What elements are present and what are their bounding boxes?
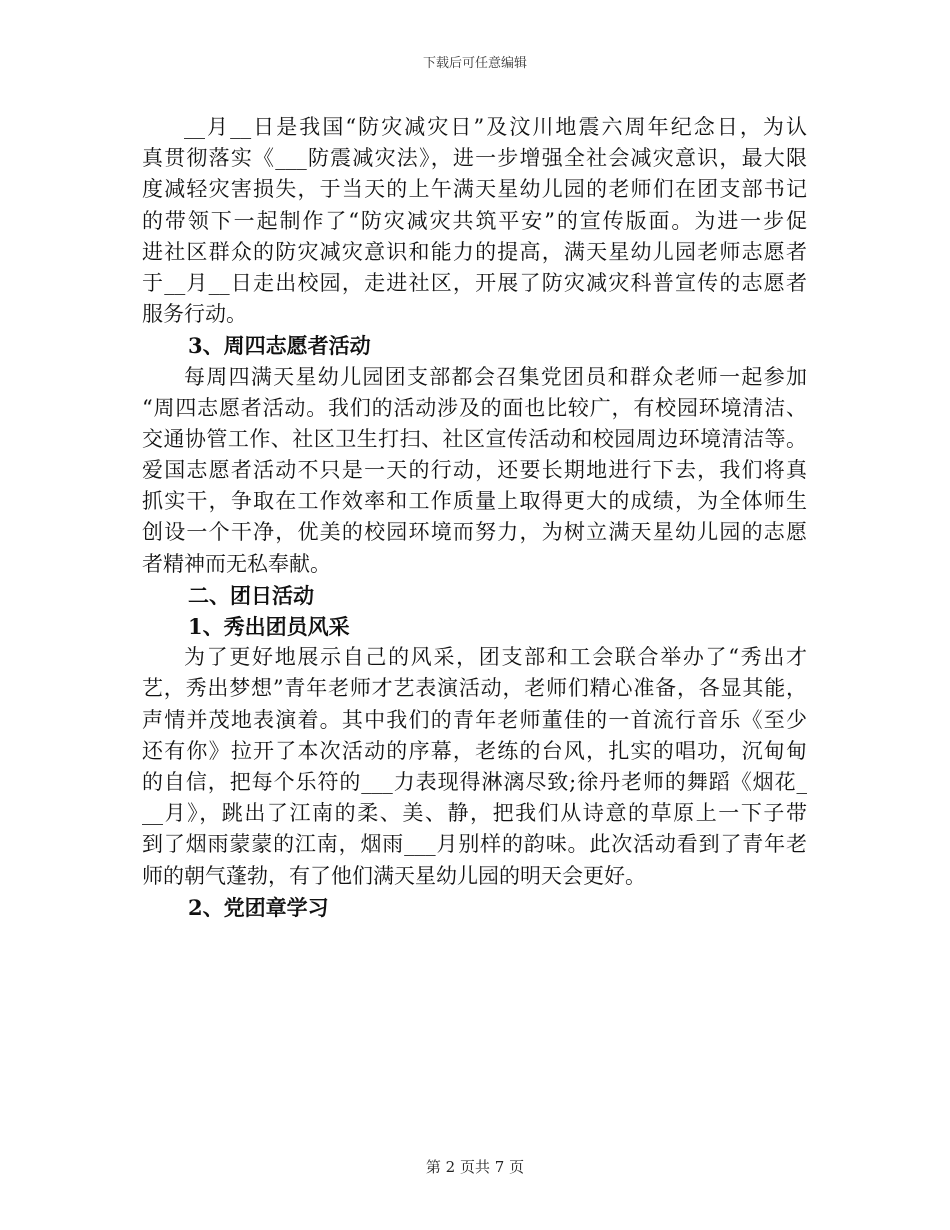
paragraph-member-showcase <box>142 642 807 892</box>
text-line: 还有你》拉开了本次活动的序幕，老练的台风，扎实的唱功，沉甸甸 <box>142 738 807 763</box>
text-line: __月》，跳出了江南的柔、美、静，把我们从诗意的草原上一下子带 <box>142 801 807 826</box>
text-line: 到了烟雨蒙蒙的江南，烟雨___月别样的韵味。此次活动看到了青年老 <box>142 832 807 857</box>
text-line: 真贯彻落实《___防震减灾法》，进一步增强全社会减灾意识，最大限 <box>142 146 807 171</box>
text-line: 的自信，把每个乐符的___力表现得淋漓尽致;徐丹老师的舞蹈《烟花_ <box>142 769 807 794</box>
text-line: __月__日是我国“防灾减灾日”及汶川地震六周年纪念日，为认 <box>184 115 807 139</box>
text-line: 于__月__日走出校园，走进社区，开展了防灾减灾科普宣传的志愿者 <box>142 270 807 295</box>
text-line: 抓实干，争取在工作效率和工作质量上取得更大的成绩，为全体师生 <box>142 489 807 514</box>
text-line: 创设一个干净，优美的校园环境而努力，为树立满天星幼儿园的志愿 <box>142 520 807 545</box>
text-line: 爱国志愿者活动不只是一天的行动，还要长期地进行下去，我们将真 <box>142 458 807 483</box>
text-line: 服务行动。 <box>142 302 247 327</box>
section-heading-thursday-volunteer: 3、周四志愿者活动 <box>188 333 371 359</box>
text-line: “周四志愿者活动。我们的活动涉及的面也比较广，有校园环境清洁、 <box>142 395 807 420</box>
section-heading-charter-study: 2、党团章学习 <box>188 894 329 920</box>
text-line: 为了更好地展示自己的风采，团支部和工会联合举办了“秀出才 <box>184 645 807 670</box>
text-line: 者精神而无私奉献。 <box>142 551 331 576</box>
document-body <box>142 112 807 923</box>
text-line: 交通协管工作、社区卫生打扫、社区宣传活动和校园周边环境清洁等。 <box>142 426 807 451</box>
text-line: 师的朝气蓬勃，有了他们满天星幼儿园的明天会更好。 <box>142 863 646 888</box>
text-line: 艺，秀出梦想”青年老师才艺表演活动，老师们精心准备，各显其能， <box>142 676 807 701</box>
text-line: 进社区群众的防灾减灾意识和能力的提高，满天星幼儿园老师志愿者 <box>142 239 807 264</box>
text-line: 每周四满天星幼儿园团支部都会召集党团员和群众老师一起参加 <box>184 364 807 389</box>
text-line: 的带领下一起制作了“防灾减灾共筑平安”的宣传版面。为进一步促 <box>142 208 807 233</box>
text-line: 度减轻灾害损失，于当天的上午满天星幼儿园的老师们在团支部书记 <box>142 177 807 202</box>
section-heading-league-day: 二、团日活动 <box>188 582 314 608</box>
text-line: 声情并茂地表演着。其中我们的青年老师董佳的一首流行音乐《至少 <box>142 707 807 732</box>
page-number-footer: 第 2 页共 7 页 <box>425 1158 525 1176</box>
paragraph-thursday-volunteer <box>142 362 807 580</box>
paragraph-disaster-prevention <box>142 112 807 330</box>
page-header: 下载后可任意编辑 <box>422 56 527 71</box>
section-heading-member-showcase: 1、秀出团员风采 <box>188 614 350 639</box>
